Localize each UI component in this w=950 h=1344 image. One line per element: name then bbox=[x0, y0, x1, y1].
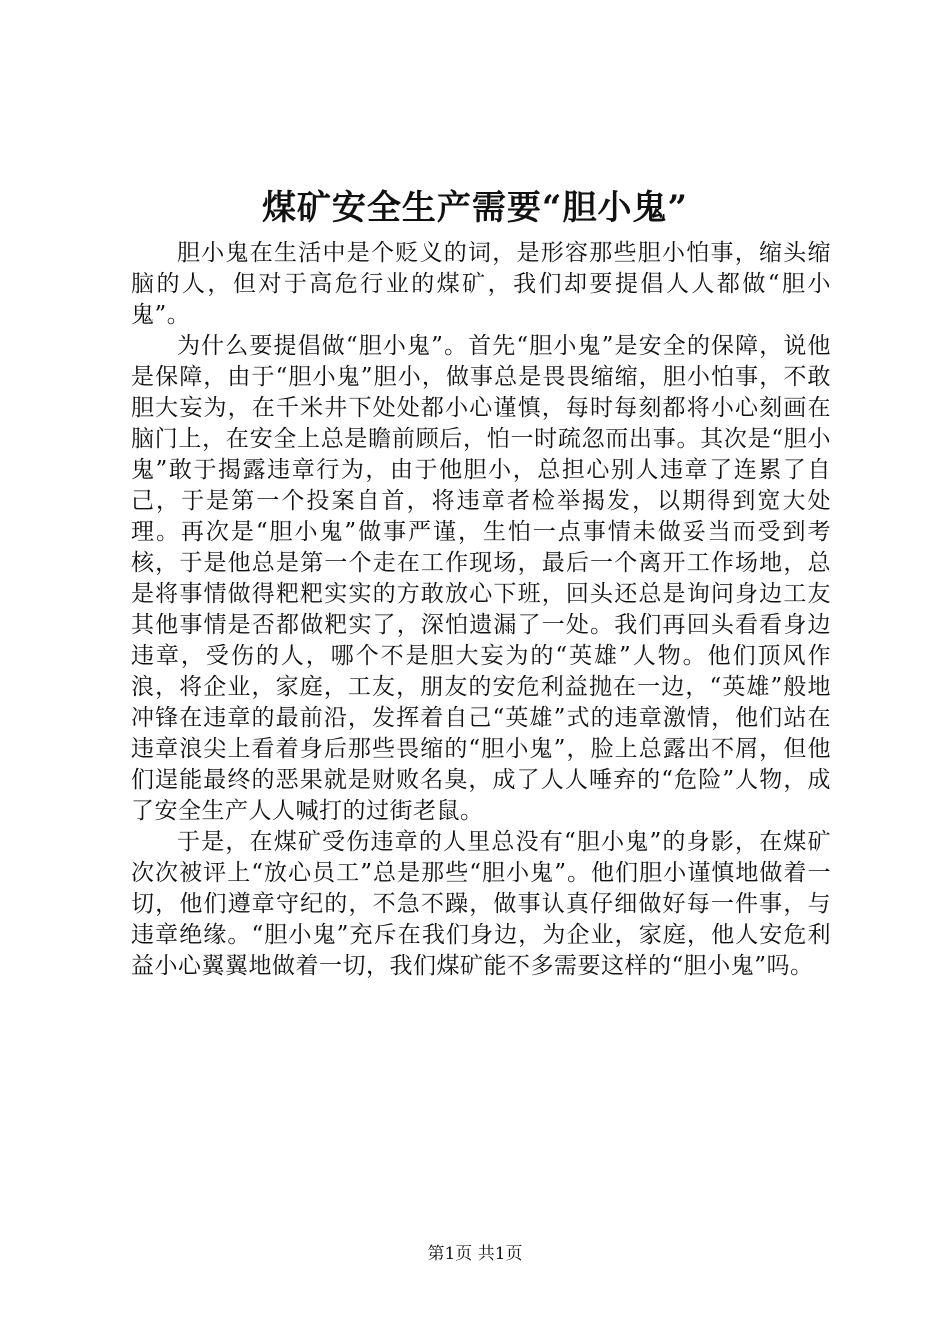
paragraph-3: 于是，在煤矿受伤违章的人里总没有“胆小鬼”的身影，在煤矿次次被评上“放心员工”总是那些“胆小鬼”。他们胆小谨慎地做着一切，他们遵章守纪的，不急不躁，做事认真仔细做好每一件事，与违章绝缘。“胆小鬼”充斥在我们身边，为企业，家庭，他人安危利益小心翼翼地做着一切，我们煤矿能不多需要这样的“胆小鬼”吗。 bbox=[131, 829, 831, 979]
paragraph-2: 为什么要提倡做“胆小鬼”。首先“胆小鬼”是安全的保障，说他是保障，由于“胆小鬼”胆小，做事总是畏畏缩缩，胆小怕事，不敢胆大妄为，在千米井下处处都小心谨慎，每时每刻都将小心刻画在脑门上，在安全上总是瞻前顾后，怕一时疏忽而出事。其次是“胆小鬼”敢于揭露违章行为，由于他胆小，总担心别人违章了连累了自己，于是第一个投案自首，将违章者检举揭发，以期得到宽大处理。再次是“胆小鬼”做事严谨，生怕一点事情未做妥当而受到考核，于是他总是第一个走在工作现场，最后一个离开工作场地，总是将事情做得粑粑实实的方敢放心下班，回头还总是询问身边工友其他事情是否都做粑实了，深怕遗漏了一处。我们再回头看看身边违章，受伤的人，哪个不是胆大妄为的“英雄”人物。他们顶风作浪，将企业，家庭，工友，朋友的安危利益抛在一边，“英雄”般地冲锋在违章的最前沿，发挥着自己“英雄”式的违章激情，他们站在违章浪尖上看着身后那些畏缩的“胆小鬼”，脸上总露出不屑，但他们逞能最终的恶果就是财败名臭，成了人人唾弃的“危险”人物，成了安全生产人人喊打的过街老鼠。 bbox=[131, 333, 831, 824]
document-body bbox=[131, 238, 831, 982]
page-footer: 第1页 共1页 bbox=[427, 1244, 523, 1264]
paragraph-1: 胆小鬼在生活中是个贬义的词，是形容那些胆小怕事，缩头缩脑的人，但对于高危行业的煤矿，我们却要提倡人人都做“胆小鬼”。 bbox=[131, 240, 831, 328]
document-title: 煤矿安全生产需要“胆小鬼” bbox=[261, 188, 689, 228]
